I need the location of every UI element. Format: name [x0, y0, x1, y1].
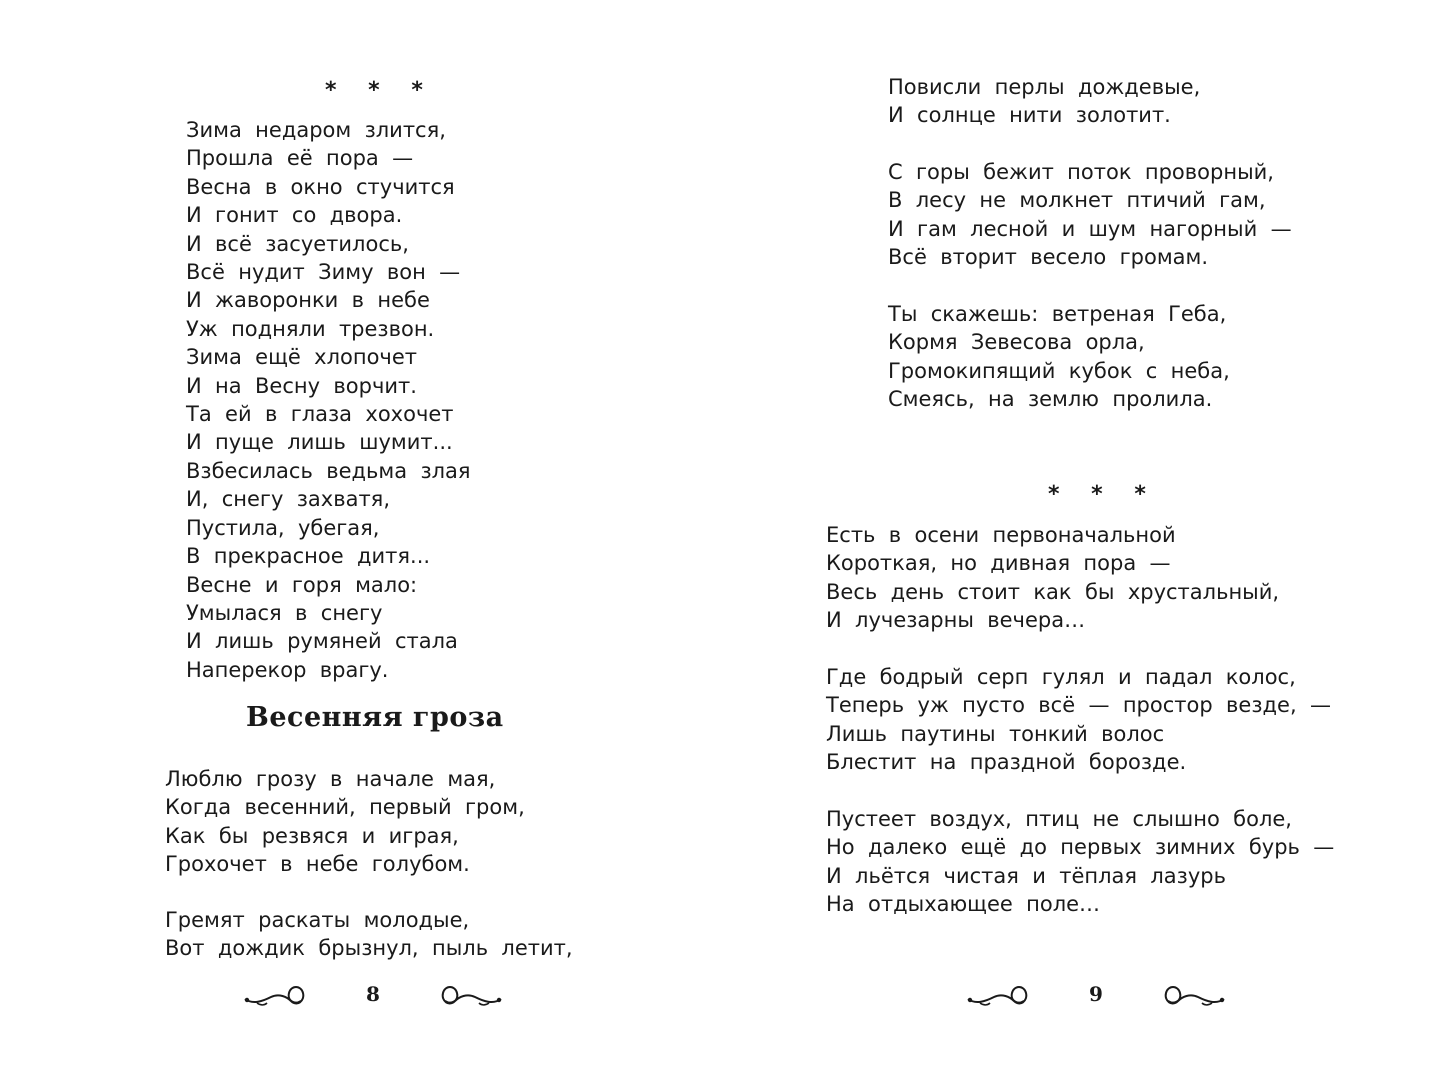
poem-line: Уж подняли трезвон.: [186, 316, 435, 341]
poem-stanza: [826, 663, 1331, 777]
poem-title: Весенняя гроза: [246, 702, 504, 733]
poem-line: Весь день стоит как бы хрустальный,: [826, 579, 1280, 604]
poem-line: Пустила, убегая,: [186, 515, 380, 540]
poem-line: Весна в окно стучится: [186, 174, 455, 199]
poem-line: И жаворонки в небе: [186, 288, 430, 313]
poem-line: Лишь паутины тонкий волос: [826, 721, 1165, 746]
poem-line: Вот дождик брызнул, пыль летит,: [165, 936, 573, 961]
poem-line: Ты скажешь: ветреная Геба,: [888, 302, 1227, 326]
poem-line: И лучезарны вечера…: [826, 608, 1086, 633]
section-separator: * * *: [325, 78, 435, 103]
poem-line: Смеясь, на землю пролила.: [888, 387, 1213, 412]
poem-line: Блестит на праздной борозде.: [826, 750, 1187, 775]
poem-line: Взбесилась ведьма злая: [186, 458, 471, 483]
section-separator: * * *: [1048, 482, 1158, 507]
poem-stanza: [888, 158, 1292, 272]
page-number: 9: [1089, 982, 1103, 1006]
page-footer: [966, 972, 1226, 1016]
poem-line: Гремят раскаты молодые,: [165, 908, 470, 932]
poem-line: Умылася в снегу: [186, 600, 383, 625]
poem-line: Короткая, но дивная пора —: [826, 551, 1171, 576]
left-page: [0, 0, 722, 1083]
poem-line: Как бы резвяся и играя,: [165, 823, 459, 848]
flourish-right-icon: [1162, 979, 1226, 1009]
poem-line: Кормя Зевесова орла,: [888, 330, 1145, 355]
poem-line: В лесу не молкнет птичий гам,: [888, 188, 1266, 213]
poem-line: Когда весенний, первый гром,: [165, 795, 525, 820]
poem-line: И гонит со двора.: [186, 203, 403, 228]
poem-stanza: [165, 765, 525, 879]
poem-line: Весне и горя мало:: [186, 572, 418, 597]
page-footer: [243, 972, 503, 1016]
poem-line: С горы бежит поток проворный,: [888, 160, 1274, 184]
poem-line: И солнце нити золотит.: [888, 103, 1171, 128]
poem-line: И льётся чистая и тёплая лазурь: [826, 863, 1226, 888]
poem-line: Всё нудит Зиму вон —: [186, 260, 461, 285]
poem-winter: [186, 116, 471, 684]
poem-stanza: [165, 906, 573, 963]
poem-line: И гам лесной и шум нагорный —: [888, 216, 1292, 241]
poem-line: Зима ещё хлопочет: [186, 345, 417, 370]
poem-line: В прекрасное дитя...: [186, 544, 431, 569]
poem-line: И пуще лишь шумит...: [186, 430, 453, 455]
poem-line: Повисли перлы дождевые,: [888, 75, 1201, 99]
poem-line: Грохочет в небе голубом.: [165, 852, 470, 877]
poem-line: На отдыхающее поле…: [826, 892, 1101, 917]
poem-stanza: [826, 805, 1334, 919]
poem-line: Теперь уж пусто всё — простор везде, —: [826, 693, 1331, 718]
poem-line: Есть в осени первоначальной: [826, 523, 1176, 547]
poem-line: Та ей в глаза хохочет: [186, 402, 454, 427]
poem-line: Наперекор врагу.: [186, 657, 389, 682]
poem-line: Прошла её пора —: [186, 146, 414, 171]
flourish-left-icon: [243, 979, 307, 1009]
poem-line: И всё засуетилось,: [186, 231, 409, 256]
poem-line: Пустеет воздух, птиц не слышно боле,: [826, 807, 1292, 831]
poem-line: И лишь румяней стала: [186, 629, 458, 654]
poem-line: Люблю грозу в начале мая,: [165, 767, 496, 791]
poem-stanza: [888, 300, 1230, 414]
poem-line: И на Весну ворчит.: [186, 373, 417, 398]
poem-line: Зима недаром злится,: [186, 118, 446, 142]
right-page: [723, 0, 1445, 1083]
poem-line: Всё вторит весело громам.: [888, 245, 1209, 270]
poem-stanza: [888, 73, 1200, 130]
poem-line: Громокипящий кубок с неба,: [888, 358, 1230, 383]
poem-line: Но далеко ещё до первых зимних бурь —: [826, 835, 1335, 860]
flourish-right-icon: [439, 979, 503, 1009]
poem-line: И, снегу захватя,: [186, 487, 390, 512]
poem-line: Где бодрый серп гулял и падал колос,: [826, 665, 1296, 689]
flourish-left-icon: [966, 979, 1030, 1009]
page-number: 8: [366, 982, 380, 1006]
poem-stanza: [826, 521, 1279, 635]
